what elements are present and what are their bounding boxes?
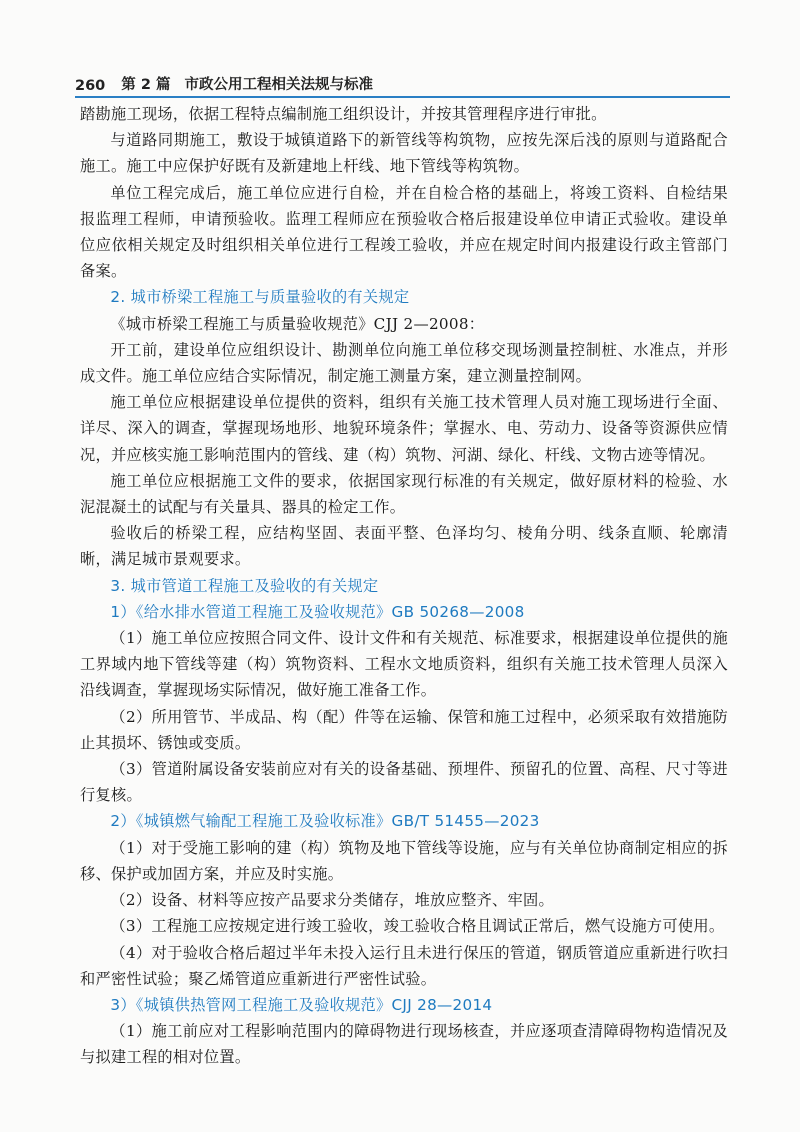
- body-paragraph: 施工单位应根据施工文件的要求，依据国家现行标准的有关规定，做好原材料的检验、水泥混凝土的试配与有关量具、器具的检定工作。: [80, 471, 728, 517]
- body-paragraph: 踏勘施工现场，依据工程特点编制施工组织设计，并按其管理程序进行审批。: [80, 105, 607, 123]
- page-number: 260: [75, 78, 106, 94]
- body-paragraph: （4）对于验收合格后超过半年未投入运行且未进行保压的管道，钢质管道应重新进行吹扫和严密性试验；聚乙烯管道应重新进行严密性试验。: [80, 943, 728, 988]
- body-paragraph: 施工单位应根据建设单位提供的资料，组织有关施工技术管理人员对施工现场进行全面、详尽、深入的调查，掌握现场地形、地貌环境条件；掌握水、电、劳动力、设备等资源供应情况，并应核实施工影响范围内的管线、建（构）筑物、河湖、绿化、杆线、文物古迹等情况。: [80, 393, 728, 464]
- body-paragraph: 《城市桥梁工程施工与质量验收规范》CJJ 2—2008：: [110, 314, 485, 333]
- body-paragraph: （3）工程施工应按规定进行竣工验收，竣工验收合格且调试正常后，燃气设施方可使用。: [110, 917, 725, 936]
- body-paragraph: 开工前，建设单位应组织设计、勘测单位向施工单位移交现场测量控制桩、水准点，并形成文件。施工单位应结合实际情况，制定施工测量方案，建立测量控制网。: [80, 340, 728, 386]
- section-heading: 3）《城镇供热管网工程施工及验收规范》CJJ 28—2014: [110, 995, 493, 1014]
- body-paragraph: （3）管道附属设备安装前应对有关的设备基础、预埋件、预留孔的位置、高程、尺寸等进行复核。: [80, 760, 728, 805]
- part-label: 第 2 篇: [121, 77, 171, 93]
- body-paragraph: （1）对于受施工影响的建（构）筑物及地下管线等设施，应与有关单位协商制定相应的拆移、保护或加固方案，并应及时实施。: [80, 838, 728, 883]
- body-paragraph: 单位工程完成后，施工单位应进行自检，并在自检合格的基础上，将竣工资料、自检结果报监理工程师，申请预验收。监理工程师应在预验收合格后报建设单位申请正式验收。建设单位应依相关规定及时组织相关单位进行工程竣工验收，并应在规定时间内报建设行政主管部门备案。: [80, 183, 728, 281]
- body-paragraph: 与道路同期施工，敷设于城镇道路下的新管线等构筑物，应按先深后浅的原则与道路配合施工。施工中应保护好既有及新建地上杆线、地下管线等构筑物。: [80, 131, 728, 176]
- section-heading: 3. 城市管道工程施工及验收的有关规定: [110, 576, 379, 595]
- section-heading: 1）《给水排水管道工程施工及验收规范》GB 50268—2008: [110, 602, 525, 621]
- body-paragraph: （1）施工单位应按照合同文件、设计文件和有关规范、标准要求，根据建设单位提供的施工界域内地下管线等建（构）筑物资料、工程水文地质资料，组织有关施工技术管理人员深入沿线调查，掌握现场实际情况，做好施工准备工作。: [80, 629, 728, 700]
- body-paragraph: 验收后的桥梁工程，应结构坚固、表面平整、色泽均匀、棱角分明、线条直顺、轮廓清晰，满足城市景观要求。: [80, 524, 728, 569]
- section-heading: 2. 城市桥梁工程施工与质量验收的有关规定: [110, 288, 410, 307]
- body-paragraph: （2）所用管节、半成品、构（配）件等在运输、保管和施工过程中，必须采取有效措施防止其损坏、锈蚀或变质。: [80, 707, 728, 752]
- body-paragraph: （2）设备、材料等应按产品要求分类储存，堆放应整齐、牢固。: [110, 891, 555, 910]
- body-paragraph: （1）施工前应对工程影响范围内的障碍物进行现场核查，并应逐项查清障碍物构造情况及与拟建工程的相对位置。: [80, 1022, 728, 1067]
- page-header: [75, 66, 730, 94]
- page-body: [80, 101, 728, 1071]
- part-title: 市政公用工程相关法规与标准: [184, 77, 373, 93]
- header-rule: [75, 96, 730, 98]
- section-heading: 2）《城镇燃气输配工程施工及验收标准》GB/T 51455—2023: [110, 812, 540, 831]
